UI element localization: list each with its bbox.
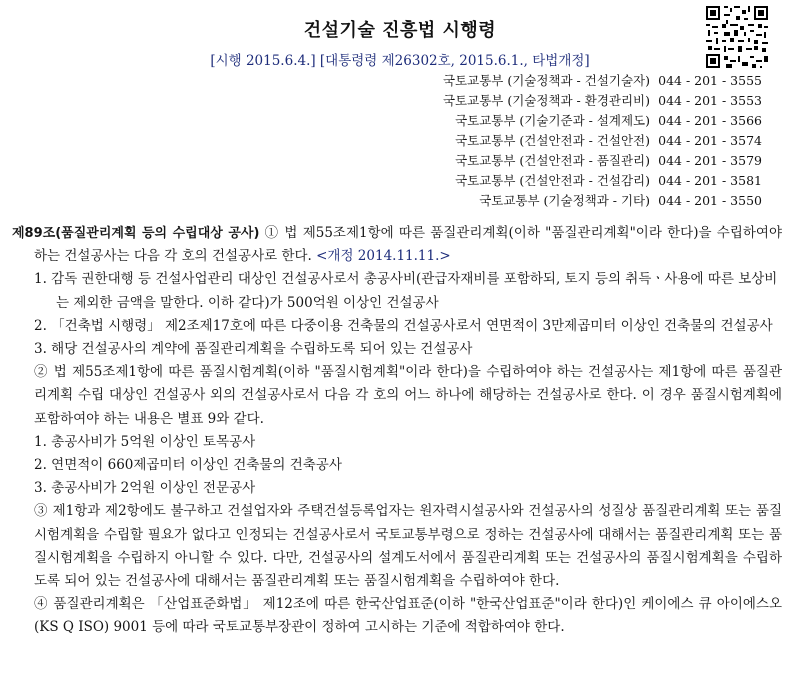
contact-dept: 국토교통부 (기술정책과 - 환경관리비) [442, 93, 651, 108]
contact-phone: 044 - 201 - 3553 [658, 93, 762, 108]
contact-row [443, 171, 762, 191]
contact-phone: 044 - 201 - 3566 [658, 113, 762, 128]
contact-dept: 국토교통부 (기술정책과 - 건설기술자) [442, 73, 651, 88]
contact-row [443, 191, 762, 211]
article-heading: 제89조(품질관리계획 등의 수립대상 공사) [12, 226, 260, 241]
list-item: 1. 감독 권한대행 등 건설사업관리 대상인 건설공사로서 총공사비(관급자재비를 포함하되, 토지 등의 취득ㆍ사용에 따른 보상비는 제외한 금액을 말한다. 이하 같다)가 500억원 이상인 건설공사 [34, 271, 778, 311]
contact-row [443, 91, 762, 111]
paragraph-1-text: ① 법 제55조제1항에 따른 품질관리계획(이하 "품질관리계획"이라 한다)을 수립하여야 하는 건설공사는 다음 각 호의 건설공사로 한다. [34, 225, 782, 265]
contact-dept: 국토교통부 (건설안전과 - 건설안전) [455, 133, 651, 148]
contact-dept: 국토교통부 (건설안전과 - 건설감리) [455, 173, 651, 188]
contact-dept: 국토교통부 (기술정책과 - 기타) [479, 193, 651, 208]
paragraph-4: ④ 품질관리계획은 「산업표준화법」 제12조에 따른 한국산업표준(이하 "한국산업표준"이라 한다)인 케이에스 큐 아이에스오(KS Q ISO) 9001 등에 따라 국토교통부장관이 정하여 고시하는 기준에 적합하여야 한다. [34, 596, 782, 636]
list-item: 3. 해당 건설공사의 계약에 품질관리계획을 수립하도록 되어 있는 건설공사 [34, 341, 473, 358]
paragraph-1-items [12, 268, 782, 361]
contact-row [443, 151, 762, 171]
contact-phone: 044 - 201 - 3555 [658, 73, 762, 88]
contact-row [443, 71, 762, 91]
document-title: 건설기술 진흥법 시행령 [303, 20, 497, 41]
paragraph-1 [12, 222, 782, 268]
contact-phone: 044 - 201 - 3579 [658, 153, 762, 168]
list-item: 2. 「건축법 시행령」 제2조제17호에 따른 다중이용 건축물의 건설공사로서 연면적이 3만제곱미터 이상인 건축물의 건설공사 [34, 317, 773, 334]
contact-phone: 044 - 201 - 3574 [658, 133, 762, 148]
contact-phone: 044 - 201 - 3550 [658, 193, 762, 208]
contact-row [443, 131, 762, 151]
paragraph-2: ② 법 제55조제1항에 따른 품질시험계획(이하 "품질시험계획"이라 한다)을 수립하여야 하는 건설공사는 제1항에 따른 품질관리계획 수립 대상인 건설공사 외의 건설공사로서 다음 각 호의 어느 하나에 해당하는 건설공사로 한다. 이 경우 품질시험계획에 포함하여야 하는 내용은 별표 9와 같다. [34, 364, 782, 427]
contact-list [443, 71, 762, 211]
list-item: 1. 총공사비가 5억원 이상인 토목공사 [34, 433, 256, 450]
article-body [12, 222, 782, 640]
contact-dept: 국토교통부 (건설안전과 - 품질관리) [455, 153, 651, 168]
enforcement-info: [시행 2015.6.4.] [대통령령 제26302호, 2015.6.1., 타법개정] [210, 53, 590, 69]
contact-dept: 국토교통부 (기술기준과 - 설계제도) [455, 113, 651, 128]
contact-row [443, 111, 762, 131]
paragraph-3: ③ 제1항과 제2항에도 불구하고 건설업자와 주택건설등록업자는 원자력시설공사와 건설공사의 성질상 품질관리계획 또는 품질시험계획을 수립할 필요가 없다고 인정되는 건설공사로서 국토교통부령으로 정하는 건설공사에 대해서는 품질관리계획 또는 품질시험계획을 수립하지 아니할 수 있다. 다만, 건설공사의 설계도서에서 품질관리계획 또는 건설공사의 품질시험계획을 수립하도록 되어 있는 건설공사에 대해서는 품질관리계획 또는 품질시험계획을 수립하여야 한다. [34, 503, 782, 590]
paragraph-2-block [12, 361, 782, 639]
list-item: 3. 총공사비가 2억원 이상인 전문공사 [34, 480, 256, 497]
contact-phone: 044 - 201 - 3581 [658, 173, 762, 188]
amendment-note: <개정 2014.11.11.> [316, 248, 451, 265]
list-item: 2. 연면적이 660제곱미터 이상인 건축물의 건축공사 [34, 457, 342, 474]
